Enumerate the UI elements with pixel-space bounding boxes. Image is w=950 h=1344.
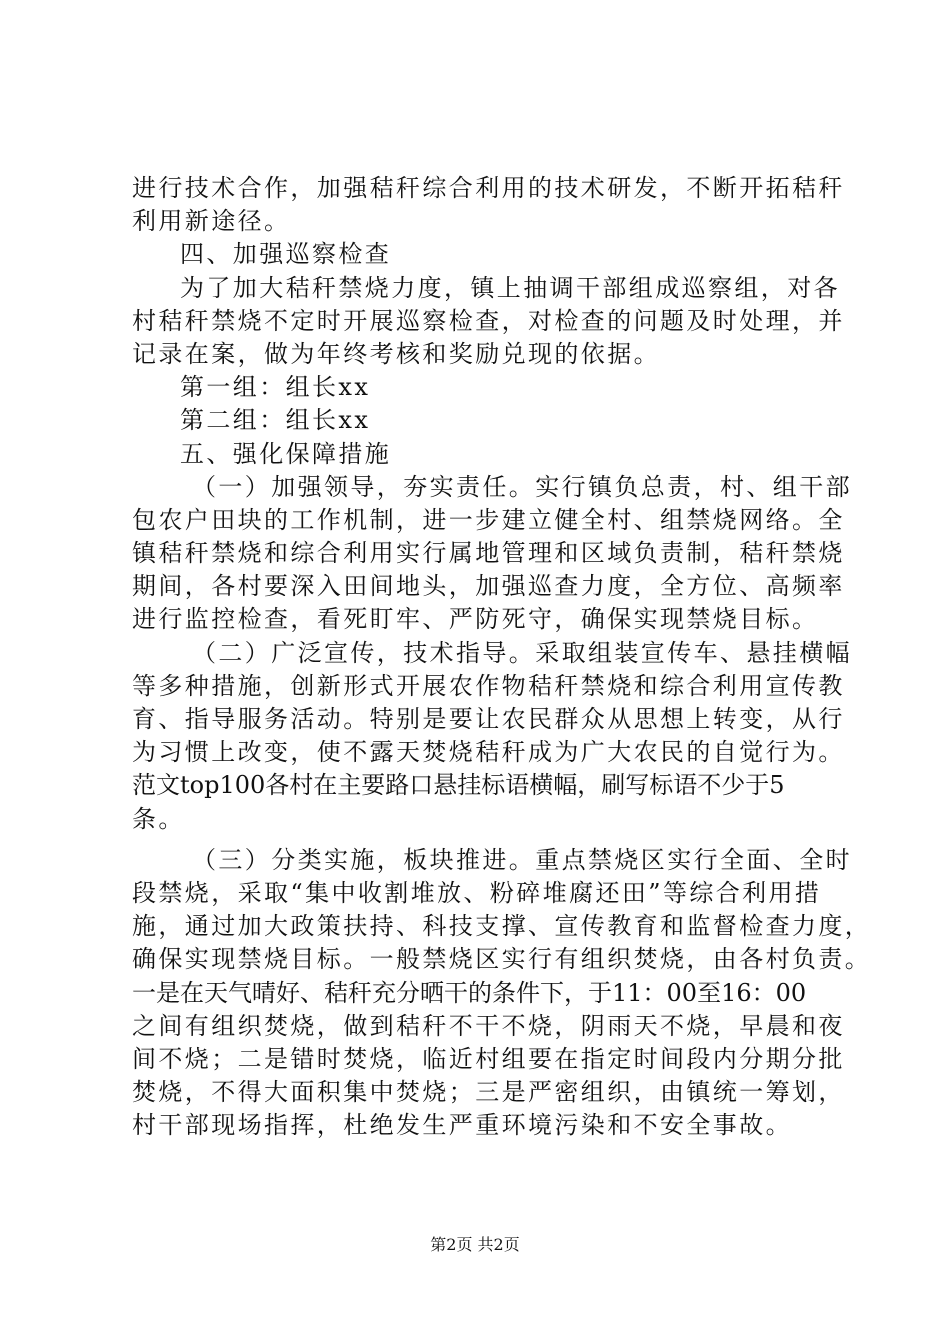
body-line: 期间，各村要深入田间地头，加强巡查力度，全方位、高频率: [132, 572, 845, 601]
body-line: 为了加大秸秆禁烧力度，镇上抽调干部组成巡察组，对各: [180, 273, 840, 302]
page-footer: 第2页 共2页: [430, 1235, 520, 1254]
body-line: 一是在天气晴好、秸秆充分晒干的条件下，于11：00至16：00: [132, 978, 807, 1007]
group-line: 第一组：组长xx: [180, 373, 371, 402]
body-line: 育、指导服务活动。特别是要让农民群众从思想上转变，从行: [132, 705, 845, 733]
group-line: 第二组：组长xx: [180, 406, 371, 435]
section-heading: 四、加强巡察检查: [180, 240, 392, 269]
body-line: 镇秸秆禁烧和综合利用实行属地管理和区域负责制，秸秆禁烧: [132, 539, 845, 568]
section-heading: 五、强化保障措施: [180, 439, 392, 468]
document-body: [132, 172, 872, 1142]
body-line: （二）广泛宣传，技术指导。采取组装宣传车、悬挂横幅: [192, 638, 852, 667]
body-line: 村秸秆禁烧不定时开展巡察检查，对检查的问题及时处理，并: [132, 306, 845, 335]
body-line: （三）分类实施，板块推进。重点禁烧区实行全面、全时: [192, 845, 852, 874]
body-line: 利用新途径。: [132, 207, 291, 236]
body-line: 包农户田块的工作机制，进一步建立健全村、组禁烧网络。全: [132, 505, 845, 534]
body-line: 焚烧，不得大面积集中焚烧；三是严密组织，由镇统一筹划，: [132, 1078, 845, 1107]
body-line: 为习惯上改变，使不露天焚烧秸秆成为广大农民的自觉行为。: [132, 738, 845, 767]
body-line: 进行技术合作，加强秸秆综合利用的技术研发，不断开拓秸秆: [132, 174, 845, 202]
body-line: 施，通过加大政策扶持、科技支撑、宣传教育和监督检查力度，: [132, 912, 872, 941]
body-line: 记录在案，做为年终考核和奖励兑现的依据。: [132, 339, 660, 368]
body-line: 进行监控检查，看死盯牢、严防死守，确保实现禁烧目标。: [132, 605, 819, 634]
body-line: 村干部现场指挥，杜绝发生严重环境污染和不安全事故。: [132, 1111, 792, 1140]
body-line: 段禁烧，采取“集中收割堆放、粉碎堆腐还田”等综合利用措: [132, 878, 822, 907]
body-line: 确保实现禁烧目标。一般禁烧区实行有组织焚烧，由各村负责。: [132, 945, 872, 974]
body-line: 条。: [132, 804, 185, 833]
body-line: 范文top100各村在主要路口悬挂标语横幅，刷写标语不少于5: [132, 771, 785, 800]
body-line: （一）加强领导，夯实责任。实行镇负总责，村、组干部: [192, 472, 852, 501]
body-line: 等多种措施，创新形式开展农作物秸秆禁烧和综合利用宣传教: [132, 671, 845, 700]
body-line: 之间有组织焚烧，做到秸秆不干不烧，阴雨天不烧，早晨和夜: [132, 1011, 845, 1040]
body-line: 间不烧；二是错时焚烧，临近村组要在指定时间段内分期分批: [132, 1044, 845, 1073]
